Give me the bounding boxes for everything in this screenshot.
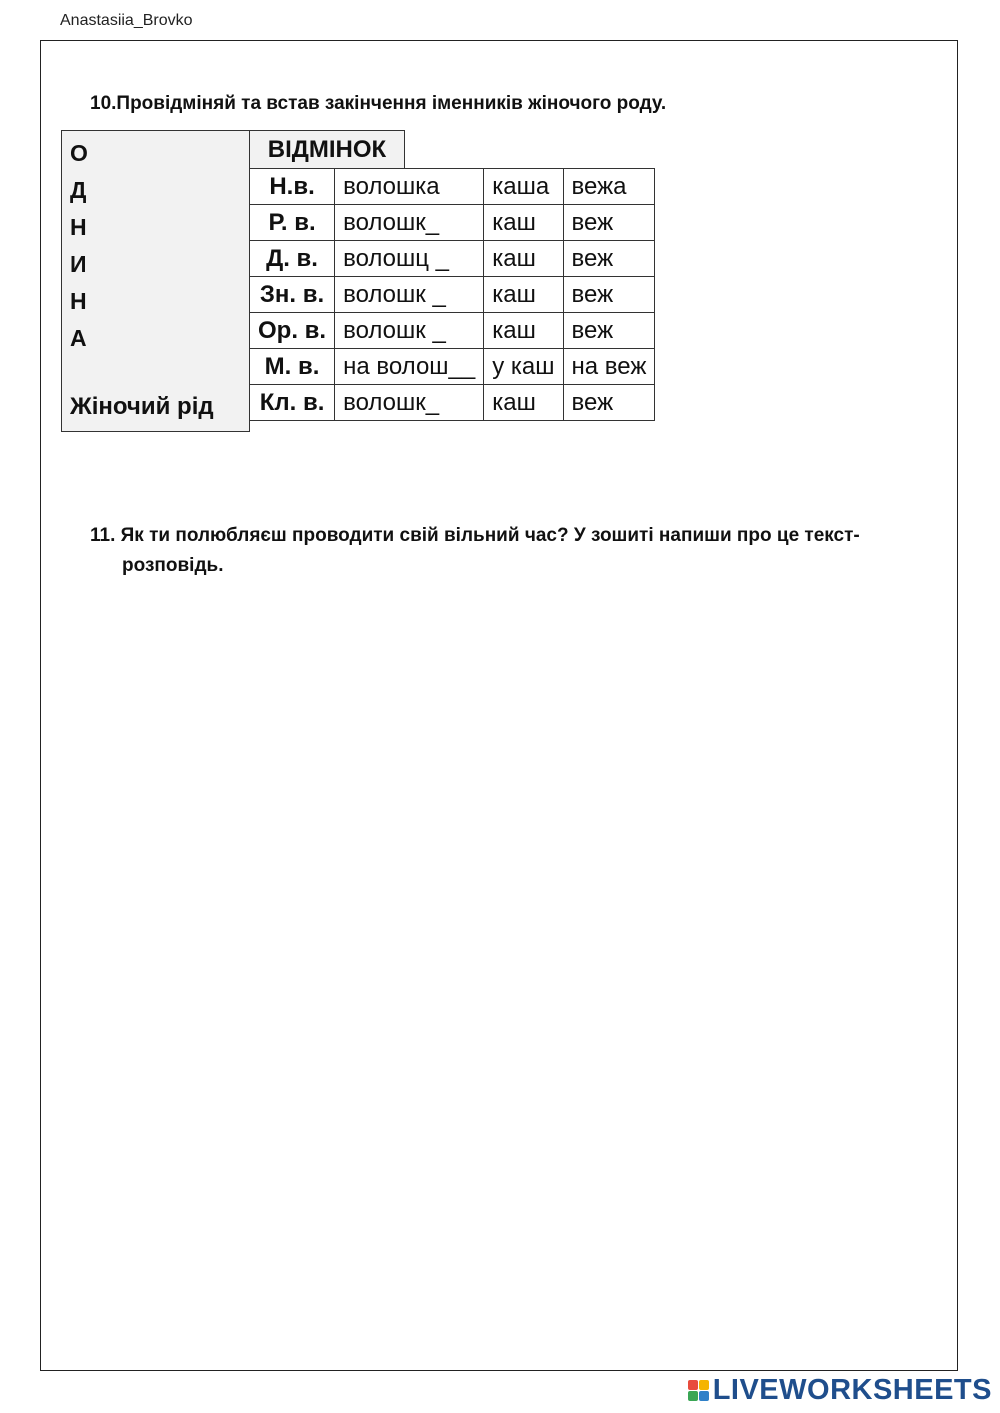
vertical-letter: Д bbox=[70, 177, 87, 203]
vertical-letter: Н bbox=[70, 288, 87, 314]
table-row bbox=[250, 169, 655, 205]
case-cell: Н.в. bbox=[250, 169, 335, 205]
word-cell-voloshka[interactable]: волошк _ bbox=[335, 313, 484, 349]
table-row bbox=[250, 241, 655, 277]
word-cell-vezha[interactable]: на веж bbox=[563, 349, 655, 385]
task-10-title: 10.Провідміняй та встав закінчення іменників жіночого роду. bbox=[90, 93, 667, 114]
case-grid bbox=[249, 168, 655, 421]
task-11-text bbox=[90, 521, 925, 581]
logo-text: LIVEWORKSHEETS bbox=[712, 1374, 992, 1406]
liveworksheets-logo bbox=[688, 1374, 992, 1407]
word-cell-vezha[interactable]: веж bbox=[563, 241, 655, 277]
word-cell-vezha[interactable]: веж bbox=[563, 277, 655, 313]
word-cell-vezha[interactable]: веж bbox=[563, 205, 655, 241]
word-cell-voloshka[interactable]: волошк_ bbox=[335, 385, 484, 421]
logo-square bbox=[699, 1391, 709, 1401]
table-row bbox=[250, 385, 655, 421]
table-row bbox=[250, 205, 655, 241]
table-row bbox=[250, 277, 655, 313]
vertical-word bbox=[70, 135, 88, 357]
vertical-letter: О bbox=[70, 140, 88, 166]
vertical-letter: А bbox=[70, 325, 87, 351]
word-cell-kasha[interactable]: каш bbox=[484, 277, 563, 313]
table-row bbox=[250, 313, 655, 349]
logo-square bbox=[699, 1380, 709, 1390]
case-cell: Зн. в. bbox=[250, 277, 335, 313]
logo-square bbox=[688, 1391, 698, 1401]
word-cell-voloshka[interactable]: волошка bbox=[335, 169, 484, 205]
word-cell-voloshka[interactable]: волошк _ bbox=[335, 277, 484, 313]
word-cell-voloshka[interactable]: волошк_ bbox=[335, 205, 484, 241]
vertical-letter: И bbox=[70, 251, 87, 277]
word-cell-vezha[interactable]: веж bbox=[563, 313, 655, 349]
vertical-letter: Н bbox=[70, 214, 87, 240]
word-cell-kasha[interactable]: каш bbox=[484, 313, 563, 349]
word-cell-kasha[interactable]: каша bbox=[484, 169, 563, 205]
word-cell-vezha[interactable]: веж bbox=[563, 385, 655, 421]
gender-label: Жіночий рід bbox=[70, 393, 214, 420]
case-cell: Д. в. bbox=[250, 241, 335, 277]
word-cell-kasha[interactable]: каш bbox=[484, 241, 563, 277]
case-cell: М. в. bbox=[250, 349, 335, 385]
word-cell-kasha[interactable]: у каш bbox=[484, 349, 563, 385]
word-cell-voloshka[interactable]: на волош__ bbox=[335, 349, 484, 385]
case-cell: Ор. в. bbox=[250, 313, 335, 349]
case-cell: Кл. в. bbox=[250, 385, 335, 421]
case-header: ВІДМІНОК bbox=[249, 130, 405, 169]
task-11-line-1: 11. Як ти полюбляєш проводити свій вільний час? У зошиті напиши про це текст- bbox=[90, 525, 860, 546]
author-name: Anastasiia_Brovko bbox=[60, 12, 193, 29]
word-cell-vezha[interactable]: вежа bbox=[563, 169, 655, 205]
number-column bbox=[61, 130, 250, 432]
word-cell-kasha[interactable]: каш bbox=[484, 205, 563, 241]
logo-square bbox=[688, 1380, 698, 1390]
word-cell-voloshka[interactable]: волошц _ bbox=[335, 241, 484, 277]
task-11-line-2: розповідь. bbox=[122, 555, 224, 576]
case-cell: Р. в. bbox=[250, 205, 335, 241]
liveworksheets-logo-icon bbox=[688, 1380, 709, 1401]
word-cell-kasha[interactable]: каш bbox=[484, 385, 563, 421]
table-row bbox=[250, 349, 655, 385]
